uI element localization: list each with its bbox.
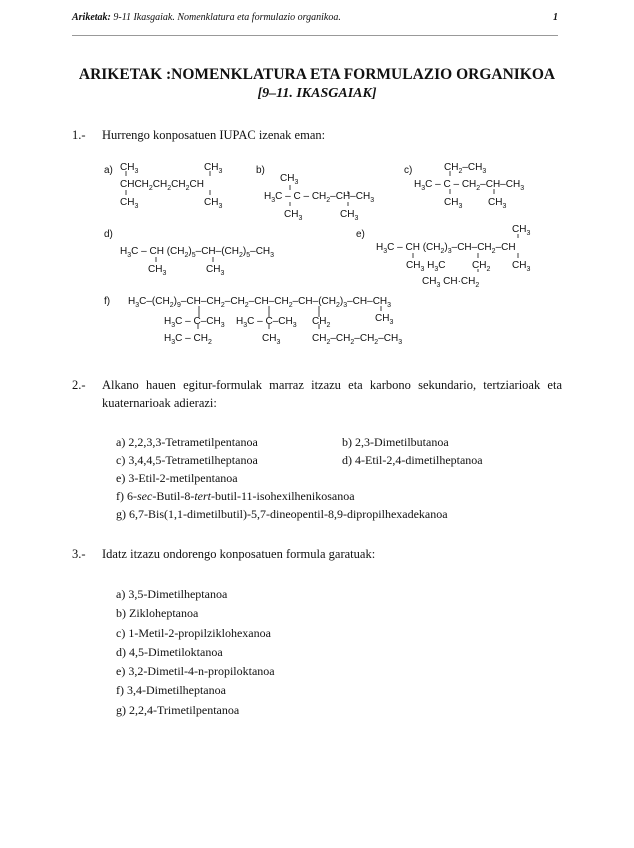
list-item: a) 3,5-Dimetilheptanoa [116,587,228,601]
list-item: g) 2,2,4-Trimetilpentanoa [116,702,240,717]
q3-list [116,585,275,720]
structure-label-d: d) [104,229,113,240]
page-number: 1 [553,12,558,23]
structure-label-b: b) [256,165,265,176]
svg-text:CH3: $CH_3$ [262,333,281,346]
svg-text:CH2: $CH_2$ [472,260,491,273]
svg-text:CH3: $CH_3$ [340,209,359,222]
svg-text:CH3 H3C: $CH_3$ $H_3C$ [406,260,446,273]
list-item: d) 4,5-Dimetiloktanoa [116,644,223,659]
svg-text:CH3: $CH_3$ [280,173,299,186]
list-item: b) 2,3-Dimetilbutanoa [342,435,449,449]
structure-label-f: f) [104,296,111,307]
svg-text:CH3: $CH_3$ [148,264,167,277]
svg-text:CH3: $CH_3$ [120,197,139,210]
list-item: g) 6,7-Bis(1,1-dimetilbutil)-5,7-dineopentil-8,9-dipropilhexadekanoa [116,507,448,521]
list-item: c) 3,4,4,5-Tetrametilheptanoa [116,453,258,467]
svg-text:CH2–CH2–CH2–CH3: $CH_2-CH_2-CH_2-CH_3$ [312,333,403,346]
svg-text:H3C – C–CH3: $H_3C - C-CH_3$ [164,316,225,329]
question-number: 2.- [72,378,86,392]
svg-text:H3C – C – CH2–CH–CH3: $H_3C$ – C – $CH_2-CH-CH_3$ [264,191,375,204]
svg-text:CH3: $CH_3$ [204,197,223,210]
list-item: e) 3-Etil-2-metilpentanoa [116,471,238,485]
list-item: c) 1-Metil-2-propilziklohexanoa [116,625,271,640]
structure-label-e: e) [356,229,365,240]
question-text: Alkano hauen egitur-formulak marraz itzazu eta karbono sekundario, tertziarioak eta kuaternarioak adierazi: [102,378,562,410]
svg-text:CH3: $CH_3$ [375,313,394,326]
question-text: Idatz itzazu ondorengo konposatuen formula garatuak: [102,547,376,561]
svg-text:CH3: $CH_3$ [512,224,531,237]
svg-text:CH3: $CH_3$ [204,162,223,175]
question-number: 1.- [72,128,86,142]
page-subtitle: [9–11. IKASGAIAK] [257,86,377,101]
svg-text:H3C – CH (CH2)3–CH–CH2–CH: $H_3C$ – CH $(CH_2)_3-CH-CH_2-CH$ [376,242,516,255]
question-2 [72,376,562,416]
question-number: 3.- [72,547,86,561]
question-text: Hurrengo konposatuen IUPAC izenak eman: [102,128,326,142]
list-item: f) 6-sec-Butil-8-tert-butil-11-isohexilhenikosanoa [116,489,355,503]
svg-text:CH3: $CH_3$ [206,264,225,277]
svg-text:H3C – C–CH3: $H_3C - C-CH_3$ [236,316,297,329]
q2-list-col2 [342,433,483,469]
header-text: 9-11 Ikasgaiak. Nomenklatura eta formulazio organikoa. [113,12,341,23]
svg-text:H3C–(CH2)9–CH–CH2–CH2–CH–CH2–C: $H_3C-(CH_2)_9-CH-CH_2-CH_2-CH-CH_2-CH-(CH_2)_3-CH-CH_3$ [128,296,392,309]
svg-text:H3C – CH (CH2)5–CH–(CH2)5–CH3: $H_3C$ – CH $(CH_2)_5-CH-(CH_2)_5-CH_3$ [120,246,275,259]
svg-text:CHCH2CH2CH2CH: $CHCH_2CH_2CH_2CH$ [120,179,204,192]
svg-text:CH3: $CH_3$ [284,209,303,222]
structure-label-c: c) [404,165,413,176]
list-item: b) Zikloheptanoa [116,606,199,621]
svg-text:CH2–CH3: $CH_2-CH_3$ [444,162,487,175]
svg-text:CH2: $CH_2$ [312,316,331,329]
header-divider [72,35,558,36]
page-title: ARIKETAK :NOMENKLATURA ETA FORMULAZIO ORGANIKOA [78,66,556,83]
svg-text:H3C – C – CH2–CH–CH3: $H_3C$ – C – $CH_2-CH-CH_3$ [414,179,525,192]
structures-figure [100,158,540,361]
svg-text:CH3: $CH_3$ [488,197,507,210]
list-item: d) 4-Etil-2,4-dimetilheptanoa [342,453,483,467]
list-item: a) 2,2,3,3-Tetrametilpentanoa [116,435,258,449]
svg-text:CH3: $CH_3$ [512,260,531,273]
svg-text:CH3 CH·CH2: $CH_3$ $CH\cdot CH_2$ [422,276,480,289]
svg-text:H3C – CH2: $H_3C - CH_2$ [164,333,212,346]
list-item: e) 3,2-Dimetil-4-n-propiloktanoa [116,664,275,679]
list-item: f) 3,4-Dimetilheptanoa [116,683,226,698]
svg-text:CH3: $CH_3$ [120,162,139,175]
page-header [72,12,558,23]
header-label: Ariketak: [72,12,111,23]
structure-label-a: a) [104,165,113,176]
structures-svg [100,158,540,358]
svg-text:CH3: $CH_3$ [444,197,463,210]
